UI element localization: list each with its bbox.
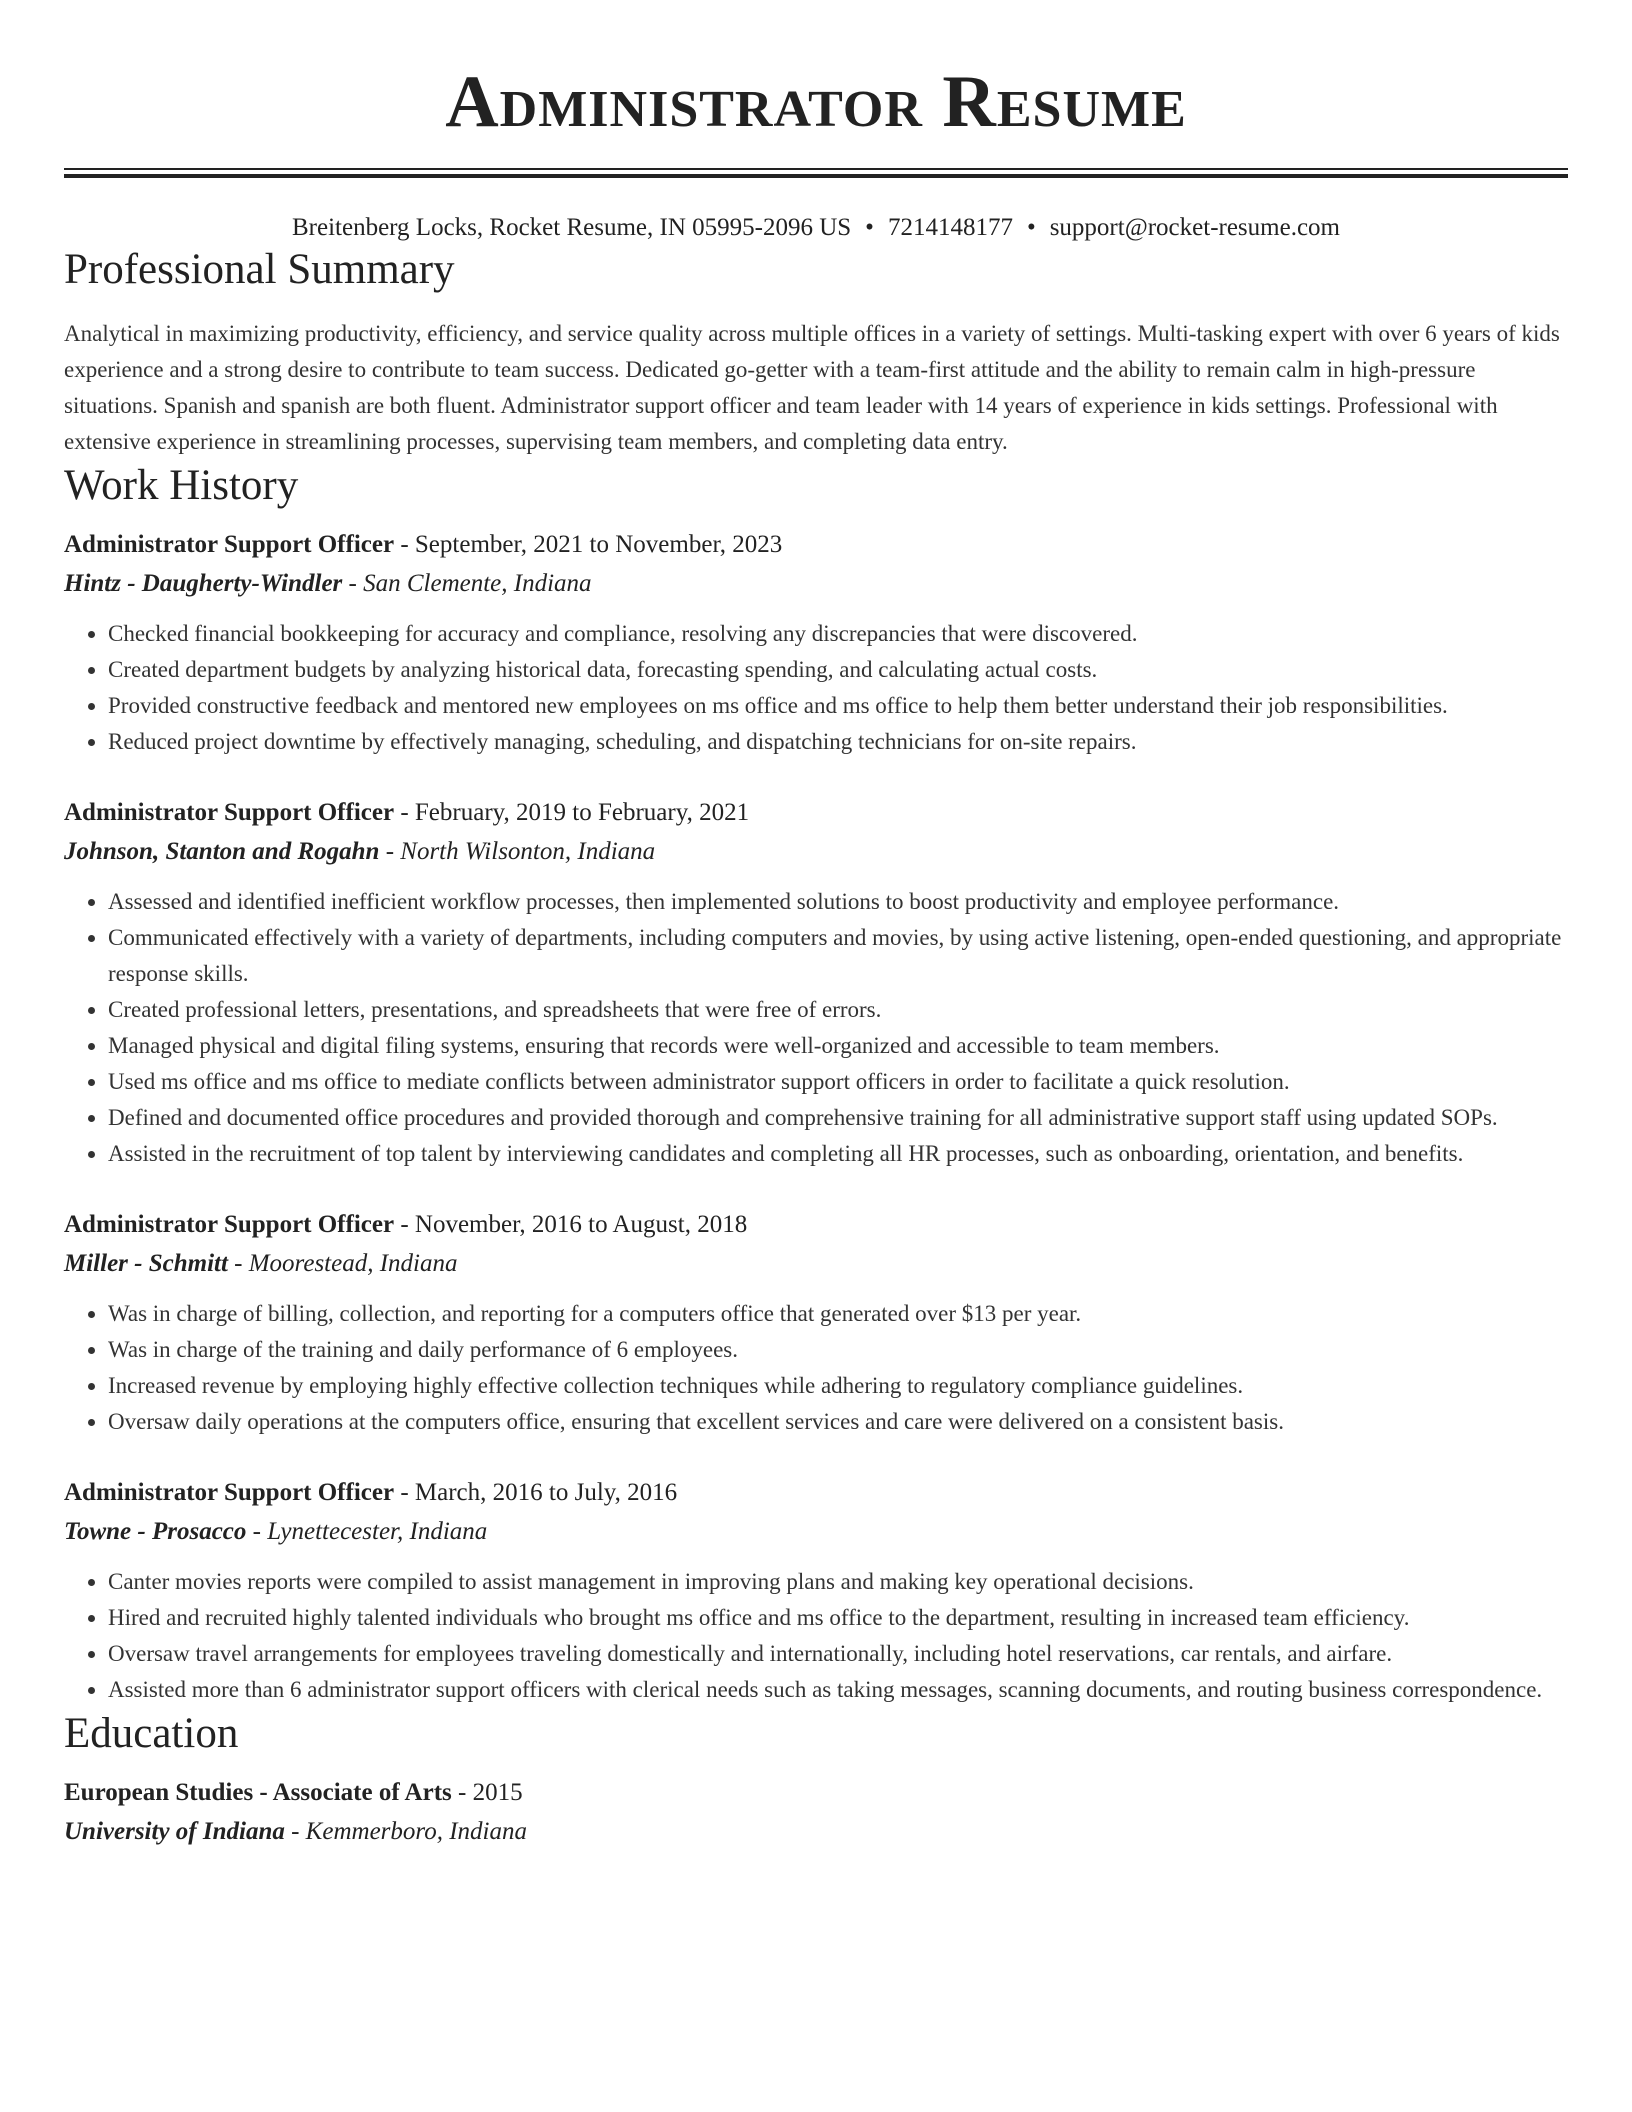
job-entry <box>64 794 1568 1172</box>
title-divider <box>64 168 1568 178</box>
education-entry <box>64 1774 1568 1852</box>
job-dates: - November, 2016 to August, 2018 <box>394 1211 748 1238</box>
job-entry <box>64 1474 1568 1708</box>
job-role: Administrator Support Officer <box>64 1479 395 1506</box>
job-bullet: • Created department budgets by analyzing historical data, forecasting spending, and calculating actual costs. <box>108 652 1568 688</box>
job-bullet: • Checked financial bookkeeping for accuracy and compliance, resolving any discrepancies that were discovered. <box>108 616 1568 652</box>
job-location: - San Clemente, Indiana <box>342 570 592 597</box>
job-entry <box>64 526 1568 760</box>
job-bullet: • Oversaw daily operations at the computers office, ensuring that excellent services and care were delivered on a consistent basis. <box>108 1404 1568 1440</box>
job-location: - North Wilsonton, Indiana <box>379 838 656 865</box>
job-bullet: • Canter movies reports were compiled to assist management in improving plans and making key operational decisions. <box>108 1564 1568 1600</box>
job-company: Johnson, Stanton and Rogahn <box>64 838 380 865</box>
education-degree: European Studies - Associate of Arts <box>64 1779 452 1806</box>
job-bullet: • Increased revenue by employing highly effective collection techniques while adhering to regulatory compliance guidelines. <box>108 1368 1568 1404</box>
education-heading: Education <box>64 1710 239 1757</box>
job-role: Administrator Support Officer <box>64 1211 395 1238</box>
education-year: - 2015 <box>451 1779 523 1806</box>
job-company: Miller - Schmitt <box>64 1250 228 1277</box>
contact-separator: • <box>865 214 874 241</box>
job-bullets <box>64 616 1568 760</box>
job-bullet: • Assisted more than 6 administrator support officers with clerical needs such as taking messages, scanning documents, and routing business correspondence. <box>108 1672 1568 1708</box>
job-role: Administrator Support Officer <box>64 799 395 826</box>
job-bullet: • Hired and recruited highly talented individuals who brought ms office and ms office to the department, resulting in increased team efficiency. <box>108 1600 1568 1636</box>
summary-text: Analytical in maximizing productivity, efficiency, and service quality across multiple offices in a variety of settings. Multi-tasking expert with over 6 years of kids experience and a strong desire to contribute to team success. Dedicated go-getter with a team-first attitude and the ability to remain calm in high-pressure situations. Spanish and spanish are both fluent. Administrator support officer and team leader with 14 years of experience in kids settings. Professional with extensive experience in streamlining processes, supervising team members, and completing data entry. <box>64 321 1560 454</box>
contact-line <box>64 212 1568 244</box>
job-bullets <box>64 1296 1568 1440</box>
contact-email: support@rocket-resume.com <box>1049 214 1340 241</box>
job-entry <box>64 1206 1568 1440</box>
job-bullet: • Defined and documented office procedures and provided thorough and comprehensive training for all administrative support staff using updated SOPs. <box>108 1100 1568 1136</box>
job-bullet: • Communicated effectively with a variety of departments, including computers and movies, by using active listening, open-ended questioning, and appropriate response skills. <box>108 920 1568 992</box>
job-title-line <box>64 1206 1568 1244</box>
job-bullet: • Assisted in the recruitment of top talent by interviewing candidates and completing all HR processes, such as onboarding, orientation, and benefits. <box>108 1136 1568 1172</box>
job-bullet: • Created professional letters, presentations, and spreadsheets that were free of errors. <box>108 992 1568 1028</box>
job-bullet: • Reduced project downtime by effectively managing, scheduling, and dispatching technicians for on-site repairs. <box>108 724 1568 760</box>
education-degree-line <box>64 1774 1568 1812</box>
job-location: - Moorestead, Indiana <box>227 1250 458 1277</box>
job-title-line <box>64 1474 1568 1512</box>
summary-heading: Professional Summary <box>64 246 455 293</box>
job-dates: - September, 2021 to November, 2023 <box>394 531 783 558</box>
job-bullet: • Assessed and identified inefficient workflow processes, then implemented solutions to boost productivity and employee performance. <box>108 884 1568 920</box>
contact-address: Breitenberg Locks, Rocket Resume, IN 05995-2096 US <box>292 214 852 241</box>
job-bullet: • Used ms office and ms office to mediate conflicts between administrator support officers in order to facilitate a quick resolution. <box>108 1064 1568 1100</box>
job-bullet: • Was in charge of billing, collection, and reporting for a computers office that generated over $13 per year. <box>108 1296 1568 1332</box>
education-location: - Kemmerboro, Indiana <box>284 1818 527 1845</box>
job-role: Administrator Support Officer <box>64 531 395 558</box>
job-company-line <box>64 1244 1568 1284</box>
job-company-line <box>64 564 1568 604</box>
education-school: University of Indiana <box>64 1818 285 1845</box>
contact-separator: • <box>1026 214 1036 241</box>
job-bullet: • Was in charge of the training and daily performance of 6 employees. <box>108 1332 1568 1368</box>
resume-title: Administrator Resume <box>445 61 1187 143</box>
job-dates: - February, 2019 to February, 2021 <box>394 799 750 826</box>
job-location: - Lynettecester, Indiana <box>246 1518 488 1545</box>
job-bullets <box>64 884 1568 1172</box>
job-bullets <box>64 1564 1568 1708</box>
job-company-line <box>64 832 1568 872</box>
job-bullet: • Managed physical and digital filing systems, ensuring that records were well-organized and accessible to team members. <box>108 1028 1568 1064</box>
job-dates: - March, 2016 to July, 2016 <box>394 1479 678 1506</box>
job-bullet: • Oversaw travel arrangements for employees traveling domestically and internationally, including hotel reservations, car rentals, and airfare. <box>108 1636 1568 1672</box>
education-school-line <box>64 1812 1568 1852</box>
job-title-line <box>64 526 1568 564</box>
contact-phone: 7214148177 <box>887 214 1013 241</box>
work-history-heading: Work History <box>64 462 299 509</box>
job-company: Hintz - Daugherty-Windler <box>64 570 343 597</box>
job-company: Towne - Prosacco <box>64 1518 247 1545</box>
job-company-line <box>64 1512 1568 1552</box>
job-title-line <box>64 794 1568 832</box>
job-bullet: • Provided constructive feedback and mentored new employees on ms office and ms office to help them better understand their job responsibilities. <box>108 688 1568 724</box>
